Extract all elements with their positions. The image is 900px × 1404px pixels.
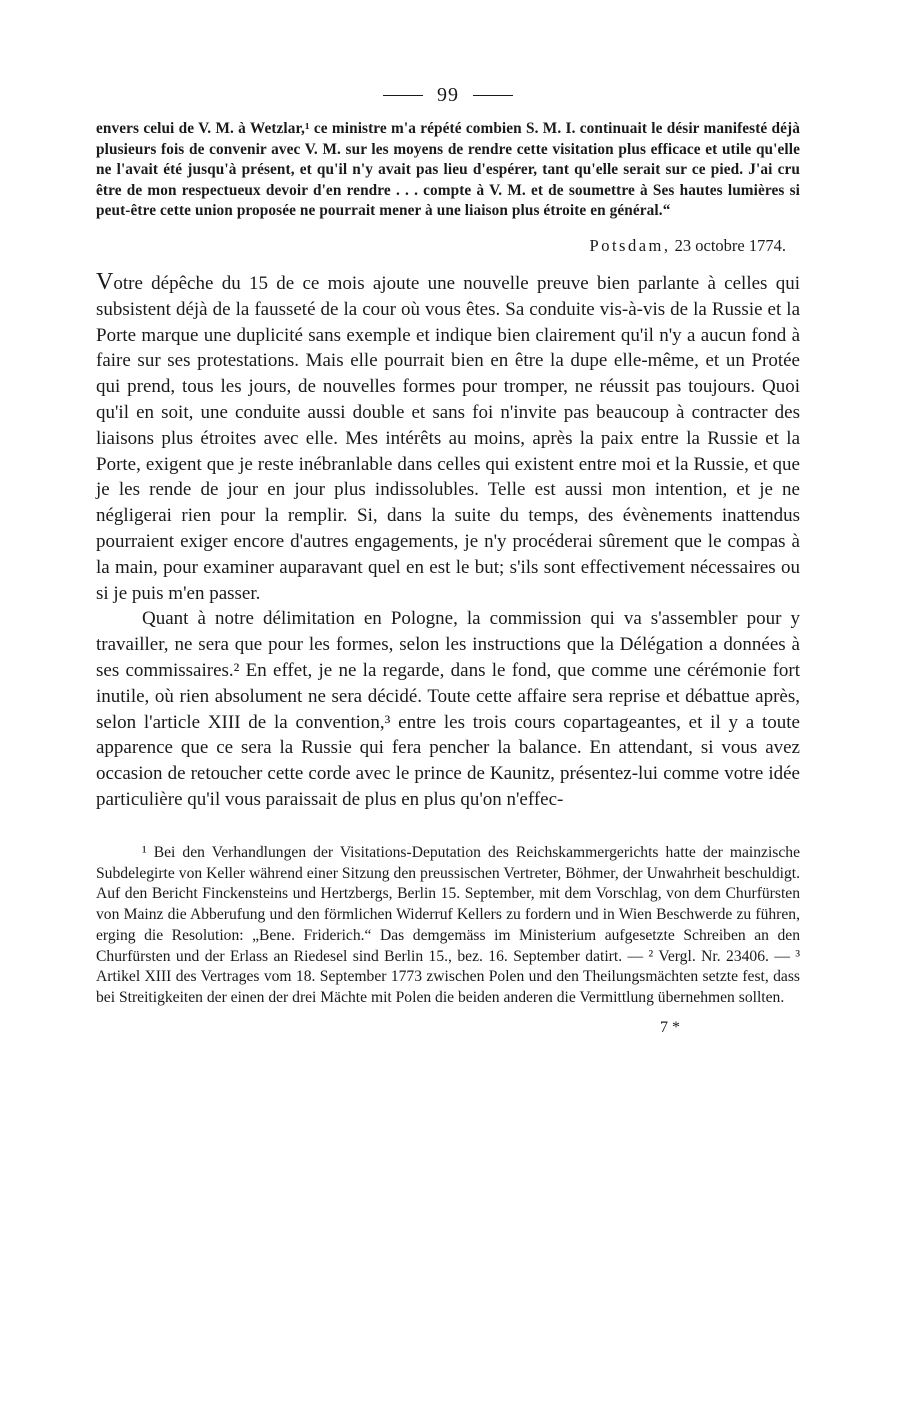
dateline-date: 23 octobre 1774. (674, 235, 786, 255)
sheet-signature: 7 * (660, 1019, 680, 1037)
quoted-report: envers celui de V. M. à Wetzlar,¹ ce ministre m'a répété combien S. M. I. continuait le désir manifesté déjà plusieurs fois de convenir avec V. M. sur les moyens de rendre cette visitation plus efficace et utile qu'elle ne l'avait été jusqu'à présent, et qu'il n'y avait pas lieu d'espérer, tant qu'elle serait sur ce pied. J'ai cru être de mon respectueux devoir d'en rendre . . . compte à V. M. et de soumettre à Ses hautes lumières si peut-être cette union proposée ne pourrait mener à une liaison plus étroite en général.“ (96, 120, 800, 220)
letter-body (96, 270, 800, 813)
header-rule-left (383, 95, 423, 96)
footnotes: ¹ Bei den Verhandlungen der Visitations-Deputation des Reichskammergerichts hatte der mainzische Subdelegirte von Keller während einer Sitzung den preussischen Vertreter, Böhmer, der Unwahrheit beschuldigt. Auf den Bericht Finckensteins und Hertzbergs, Berlin 15. September, mit dem Vorschlag, von dem Churfürsten von Mainz die Abberufung und den förmlichen Widerruf Kellers zu fordern und in Wien Beschwerde zu führen, erging die Resolution: „Bene. Friderich.“ Das demgemäss im Ministerium aufgesetzte Schreiben an den Churfürsten und der Erlass an Riedesel sind Berlin 15., bez. 16. September datirt. — ² Vergl. Nr. 23406. — ³ Artikel XIII des Vertrages vom 18. September 1773 zwischen Polen und den Theilungsmächten setzte fest, dass bei Streitigkeiten der einen der drei Mächte mit Polen die beiden anderen die Vermittlung übernehmen sollten. (96, 843, 800, 1007)
paragraph-1-text: otre dépêche du 15 de ce mois ajoute une nouvelle preuve bien parlante à celles qui subsistent déjà de la fausseté de la cour où vous êtes. Sa conduite vis-à-vis de la Russie et la Porte marque une duplicité sans exemple et indique bien clairement qu'il n'y a aucun fond à faire sur ses protestations. Mais elle pourrait bien en être la dupe elle-même, et un Protée qui prend, tous les jours, de nouvelles formes pour tromper, ne réussit pas toujours. Quoi qu'il en soit, une conduite aussi double et sans foi n'invite pas beaucoup à contracter des liaisons plus étroites avec elle. Mes intérêts au moins, après la paix entre la Russie et la Porte, exigent que je reste inébranlable dans celles qui existent entre moi et la Russie, et que je les rende de jour en jour plus indissolubles. Telle est aussi mon intention, et je ne négligerai rien pour la remplir. Si, dans la suite du temps, des évènements inattendus pourraient exiger encore d'autres engagements, je n'y procéderai sûrement que le compas à la main, pour examiner auparavant quel en est le but; s'ils sont effectivement nécessaires ou si je puis m'en passer. (96, 272, 800, 604)
book-page (96, 84, 800, 1037)
paragraph-1-initial: V (96, 268, 114, 295)
paragraph-2: Quant à notre délimitation en Pologne, la commission qui va s'assembler pour y travailler, ne sera que pour les formes, selon les instructions que la Délégation a données à ses commissaires.² En effet, je ne la regarde, dans le fond, que comme une cérémonie fort inutile, où rien absolument ne sera décidé. Toute cette affaire sera reprise et débattue après, selon l'article XIII de la convention,³ entre les trois cours copartageantes, et il y a toute apparence que ce sera la Russie qui fera pencher la balance. En attendant, si vous avez occasion de retoucher cette corde avec le prince de Kaunitz, présentez-lui comme votre idée particulière qu'il vous paraissait de plus en plus qu'on n'effec- (96, 608, 800, 810)
paragraph-1 (96, 270, 800, 606)
dateline (96, 236, 800, 256)
dateline-place: Potsdam, (589, 235, 671, 255)
header-rule-right (473, 95, 513, 96)
page-number: 99 (437, 84, 459, 106)
page-header (96, 84, 800, 107)
